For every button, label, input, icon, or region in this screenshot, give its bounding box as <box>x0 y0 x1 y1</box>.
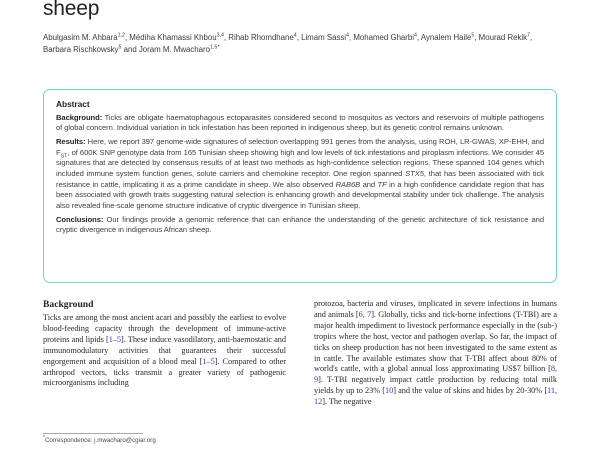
abstract-background-label: Background: <box>56 112 103 122</box>
author-name: Mourad Rekik <box>478 33 528 42</box>
abstract-conclusions-label: Conclusions: <box>56 214 104 224</box>
right-column-paragraph <box>314 299 557 408</box>
author-affiliation-sup: 1,2 <box>117 32 125 39</box>
abstract-conclusions-text: Our findings provide a genomic reference that can enhance the understanding of the genetic architecture of tick resistance and cryptic divergence in indigenous African sheep. <box>56 214 544 235</box>
section-heading-background: Background <box>43 299 94 310</box>
abstract-results-text: Here, we report 397 genome-wide signatures of selection overlapping 991 genes from the analysis, using ROH, LR-GWAS, XP-EHH, and $F_{ST}$, of 600K SNP genotype data from 165 Tunisian sheep showing high and low levels of tick infestations and piroplasm infections. We consider 45 signatures that are detected by consensus results of at least two methods as high-confidence selection regions. These spanned 104 genes which included immune system function genes, solute carriers and chemokine receptor. One region spanned STX5, that has been associated with tick resistance in cattle, implicating it as a prime candidate in sheep. We also observed RAB6B and TF in a high confidence candidate region that has been associated with growth traits suggesting natural selection is enhancing growth and developmental stability under tick challenge. The analysis also revealed fine-scale genome structure indicative of cryptic divergence in Tunisian sheep. <box>56 137 545 210</box>
body-text: protozoa, bacteria and viruses, implicated in severe infections in humans and animals [ <box>314 299 557 319</box>
citation-ref[interactable]: 1–5 <box>202 356 215 366</box>
author-affiliation-sup: 5 <box>118 43 122 50</box>
author-affiliation-sup: 5 <box>471 32 475 39</box>
author-name: Aynalem Haile <box>420 33 472 42</box>
body-columns <box>43 299 557 429</box>
correspondence-footnote <box>43 434 293 445</box>
author-affiliation-sup: 1,5* <box>210 43 220 50</box>
abstract-results-paragraph <box>56 137 544 211</box>
author-name: Joram M. Mwacharo <box>138 44 211 54</box>
citation-ref[interactable]: 8, 9 <box>314 364 557 385</box>
right-column <box>314 299 557 408</box>
abstract-box <box>43 89 557 283</box>
citation-ref[interactable]: 11, 12 <box>314 386 557 407</box>
author-affiliation-sup: 4 <box>346 32 349 39</box>
author-affiliation-sup: 7 <box>527 32 531 39</box>
abstract-conclusions-paragraph <box>56 215 544 236</box>
author-name: Limam Sassi <box>301 33 347 42</box>
body-text: ]. These induce vasodilatory, anti-haemostatic and immunomodulatory activities that guarantees their successful engorgement and acquisition of a blood meal [ <box>43 334 287 366</box>
left-column-paragraph <box>43 313 286 389</box>
abstract-heading: Abstract <box>56 99 90 109</box>
author-affiliation-sup: 4 <box>293 32 297 39</box>
citation-ref[interactable]: 6, 7 <box>358 309 372 319</box>
left-column <box>43 299 286 389</box>
author-name: Rihab Rhomdhane <box>228 33 294 42</box>
footnote-text: Correspondence: j.mwacharo@cgiar.org <box>44 437 156 444</box>
footnote-divider <box>43 433 143 434</box>
body-text: ]. Compared to other arthropod vectors, ticks transmit a greater variety of pathogenic microorganisms including <box>43 356 286 388</box>
body-text: ]. The negative <box>322 397 372 407</box>
author-name: Barbara Rischkowsky <box>43 44 119 54</box>
author-affiliation-sup: 3,4 <box>216 32 224 39</box>
citation-ref[interactable]: 10 <box>385 386 394 396</box>
body-text: ]. Globally, ticks and tick-borne infections (T-TBI) are a major health impediment to livestock performance especially in the (sub-) tropics where the host, vector and pathogen overlap. So far, the impact of ticks on sheep production has not been investigated to the same extent as in cattle. The available estimates show that T-TBI affect about 80% of world's cattle, with a global annual loss approximating US$7 billion [ <box>314 309 557 374</box>
footnote-marker: * <box>43 434 45 441</box>
author-name: Mohamed Gharbi <box>353 33 415 42</box>
body-text: ] and the value of skins and hides by 20-30% [ <box>393 386 548 396</box>
citation-ref[interactable]: 1–5 <box>108 334 122 344</box>
author-affiliation-sup: 4 <box>414 32 417 39</box>
page-title: sheep <box>43 0 100 20</box>
abstract-background-text: Ticks are obligate haematophagous ectoparasites considered second to mosquitos as vectors and reservoirs of multiple pathogens of global concern. Individual variation in tick infestation has been reported in indigenous sheep, but its genetic control remains unknown. <box>56 112 544 133</box>
author-name: Abulgasim M. Ahbara <box>43 33 118 42</box>
abstract-background-paragraph <box>56 113 544 134</box>
body-text: Ticks are among the most ancient acari and possibly the earliest to evolve blood-feeding capacity through the development of immune-active proteins and lipids [ <box>43 313 286 344</box>
body-text: ]. T-TBI negatively impact cattle production by reducing total milk yields by up to 23% [ <box>314 375 557 396</box>
abstract-results-label: Results: <box>56 137 86 147</box>
author-list: Abulgasim M. Ahbara$^{1,2}$, Médiha Khamassi Khbou$^{3,4}$, Rihab Rhomdhane$^4$, Limam Sassi$^4$, Mohamed Gharbi$^4$, Aynalem Haile$^5$, Mourad Rekik$^7$, Barbara Rischkowsky$^5$ and Joram M. Mwacharo$^{1,5*}$ <box>43 32 533 54</box>
author-name: Médiha Khamassi Khbou <box>129 33 217 42</box>
